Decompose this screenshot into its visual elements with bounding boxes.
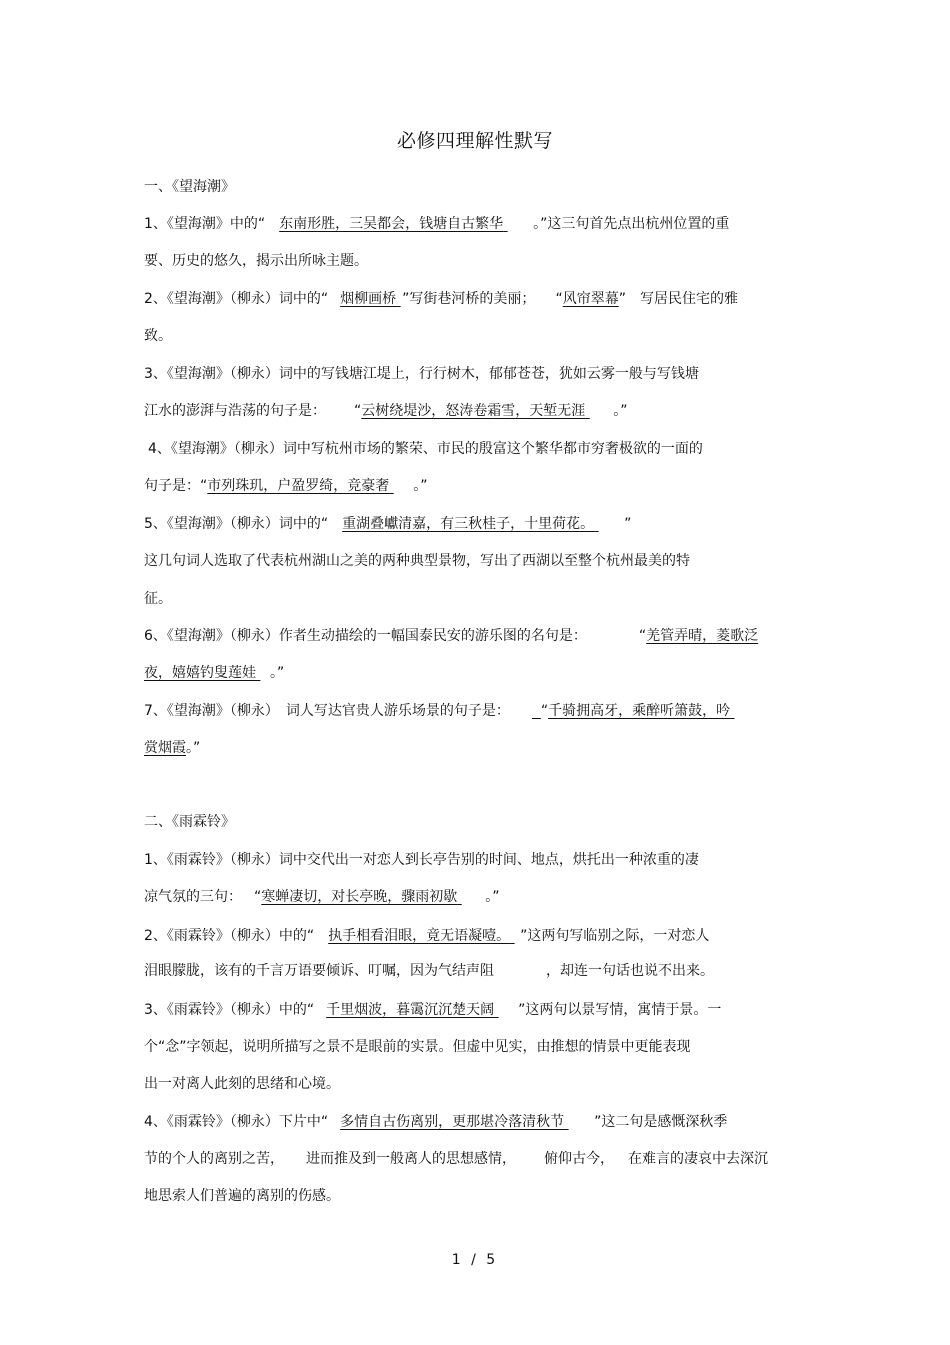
question-line: 1、《望海潮》中的“ 东南形胜，三吴都会，钱塘自古繁华 。”这三句首先点出杭州位置的重	[144, 216, 730, 232]
answer-text: 羌管弄晴，菱歌泛	[646, 628, 759, 644]
question-line: 7、《望海潮》（柳永） 词人写达官贵人游乐场景的句子是： “千骑拥高牙，乘醉听箫鼓，吟	[144, 703, 731, 719]
question-line: 3、《望海潮》（柳永）词中的写钱塘江堤上，行行树木，郁郁苍苍，犹如云雾一般与写钱塘	[144, 366, 699, 382]
question-line: 6、《望海潮》（柳永）作者生动描绘的一幅国泰民安的游乐图的名句是： “羌管弄晴，菱歌泛	[144, 628, 759, 644]
question-line: 节的个人的离别之苦， 进而推及到一般离人的思想感情， 俯仰古今， 在难言的凄哀中去深沉	[144, 1151, 768, 1167]
question-line: 个“念”字领起，说明所描写之景不是眼前的实景。但虚中见实，由推想的情景中更能表现	[144, 1039, 691, 1055]
question-line: 凉气氛的三句： “寒蝉凄切，对长亭晚，骤雨初歇 。”	[144, 889, 500, 905]
question-line: 4、《望海潮》（柳永）词中写杭州市场的繁荣、市民的殷富这个繁华都市穷奢极欲的一面的	[148, 441, 703, 457]
question-line: 出一对离人此刻的思绪和心境。	[144, 1076, 340, 1092]
question-line: 夜，嬉嬉钓叟莲娃 。”	[144, 665, 285, 681]
question-line: 1、《雨霖铃》（柳永）词中交代出一对恋人到长亭告别的时间、地点，烘托出一种浓重的凄	[144, 852, 699, 868]
section-heading: 二、《雨霖铃》	[144, 814, 235, 830]
answer-text: 执手相看泪眼，竟无语凝噎。	[328, 928, 511, 944]
question-line: 赏烟霞。”	[144, 740, 201, 756]
answer-text: 东南形胜，三吴都会，钱塘自古繁华	[279, 216, 504, 232]
page-number: 1 / 5	[451, 1252, 499, 1268]
question-line: 要、历史的悠久，揭示出所咏主题。	[144, 253, 368, 269]
question-line: 征。	[144, 591, 172, 607]
answer-text: 千里烟波，暮霭沉沉楚天阔	[326, 1002, 495, 1018]
question-line: 句子是：“市列珠玑，户盈罗绮，竞豪奢 。”	[144, 478, 428, 494]
answer-text: 云树绕堤沙，怒涛卷霜雪，天堑无涯	[361, 403, 586, 419]
answer-text: 风帘翠幕	[562, 291, 619, 307]
question-line: 2、《雨霖铃》（柳永）中的“ 执手相看泪眼，竟无语凝噎。 ”这两句写临别之际，一对恋人	[144, 928, 710, 944]
answer-text: 烟柳画桥	[340, 291, 397, 307]
question-line: 泪眼朦胧，该有的千言万语要倾诉、叮嘱，因为气结声阻 ，却连一句话也说不出来。	[144, 963, 714, 979]
answer-text: 寒蝉凄切，对长亭晚，骤雨初歇	[261, 889, 458, 905]
question-line: 4、《雨霖铃》（柳永）下片中“ 多情自古伤离别，更那堪冷落清秋节 ”这二句是感慨深秋季	[144, 1114, 728, 1130]
question-line: 2、《望海潮》（柳永）词中的“ 烟柳画桥 ”写街巷河桥的美丽； “风帘翠幕” 写居民住宅的雅	[144, 291, 738, 307]
question-line: 5、《望海潮》（柳永）词中的“ 重湖叠巘清嘉，有三秋桂子，十里荷花。 ”	[144, 516, 632, 532]
answer-text: 赏烟霞	[144, 740, 186, 756]
answer-text: 重湖叠巘清嘉，有三秋桂子，十里荷花。	[342, 516, 595, 532]
question-line: 3、《雨霖铃》（柳永）中的“ 千里烟波，暮霭沉沉楚天阔 ”这两句以景写情，寓情于景。一	[144, 1002, 722, 1018]
answer-text: 多情自古伤离别，更那堪冷落清秋节	[340, 1114, 565, 1130]
question-line: 地思索人们普遍的离别的伤感。	[144, 1188, 340, 1204]
answer-text: 市列珠玑，户盈罗绮，竞豪奢	[207, 478, 390, 494]
question-line: 江水的澎湃与浩荡的句子是： “云树绕堤沙，怒涛卷霜雪，天堑无涯 。”	[144, 403, 628, 419]
answer-text: 夜，嬉嬉钓叟莲娃	[144, 665, 256, 681]
question-line: 致。	[144, 328, 172, 344]
section-heading: 一、《望海潮》	[144, 179, 235, 195]
page-title: 必修四理解性默写	[396, 130, 553, 152]
question-line: 这几句词人选取了代表杭州湖山之美的两种典型景物，写出了西湖以至整个杭州最美的特	[144, 553, 690, 569]
answer-text: 千骑拥高牙，乘醉听箫鼓，吟	[548, 703, 731, 719]
